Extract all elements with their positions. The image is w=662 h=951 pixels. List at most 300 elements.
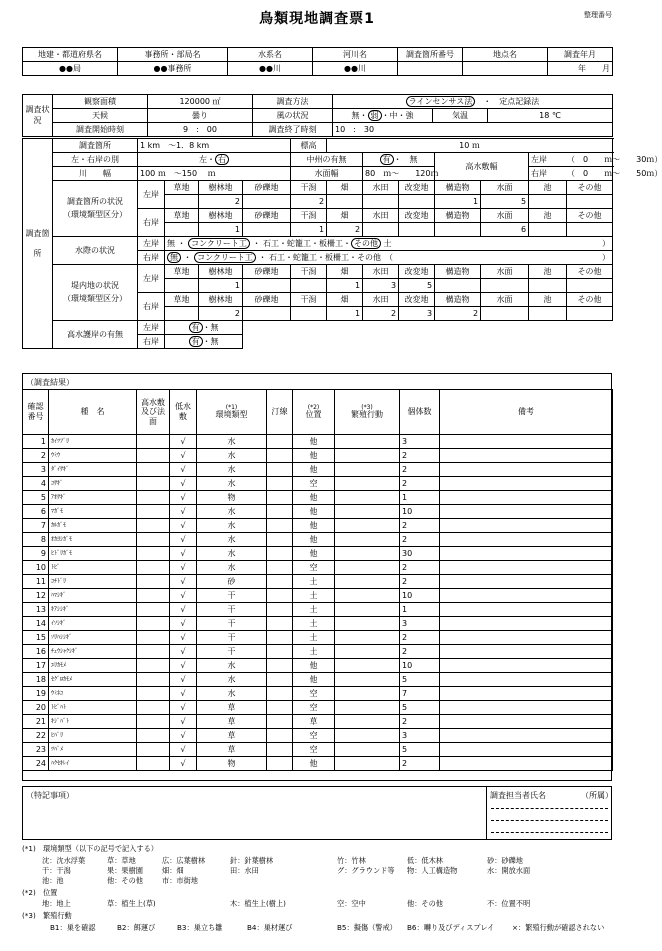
row-low-check[interactable]: √	[170, 463, 197, 477]
row-remarks[interactable]	[440, 603, 613, 617]
row-low-check[interactable]: √	[170, 631, 197, 645]
env-left-val-2[interactable]	[243, 195, 291, 209]
row-pos[interactable]: 土	[293, 589, 335, 603]
row-shore[interactable]	[267, 449, 293, 463]
row-remarks[interactable]	[440, 505, 613, 519]
row-remarks[interactable]	[440, 673, 613, 687]
env-left-val-10[interactable]	[567, 195, 613, 209]
inner-left-val-8[interactable]	[481, 279, 529, 293]
temp-value[interactable]: 18 ℃	[488, 109, 613, 123]
row-env[interactable]: 水	[197, 505, 267, 519]
row-low-check[interactable]: √	[170, 575, 197, 589]
inner-left-col-9: 池	[529, 265, 567, 279]
row-env[interactable]: 水	[197, 477, 267, 491]
row-high[interactable]	[137, 449, 170, 463]
levee-left-value[interactable]	[165, 321, 243, 335]
row-no: 9	[23, 547, 49, 561]
row-breed[interactable]	[335, 757, 400, 771]
water-width-value[interactable]: 80 ｍ～ 120ｍ	[363, 167, 435, 181]
row-breed[interactable]	[335, 519, 400, 533]
inner-right-val-0[interactable]	[165, 307, 199, 321]
col-shore: 汀線	[267, 390, 293, 435]
row-high[interactable]	[137, 505, 170, 519]
row-env[interactable]: 水	[197, 673, 267, 687]
row-env[interactable]: 砂	[197, 575, 267, 589]
env-right-val-6[interactable]	[399, 223, 435, 237]
env-right-col-5: 水田	[363, 209, 399, 223]
row-breed[interactable]	[335, 603, 400, 617]
row-env[interactable]: 干	[197, 617, 267, 631]
row-env[interactable]: 草	[197, 701, 267, 715]
header-value-site-number[interactable]	[398, 62, 463, 76]
start-time-value[interactable]: 9 : 00	[148, 123, 253, 137]
row-shore[interactable]	[267, 547, 293, 561]
row-remarks[interactable]	[440, 477, 613, 491]
row-breed[interactable]	[335, 673, 400, 687]
row-species-name[interactable]: ｱｵｻｷﾞ	[49, 491, 137, 505]
row-env[interactable]: 水	[197, 561, 267, 575]
row-low-check[interactable]: √	[170, 715, 197, 729]
row-count[interactable]: 7	[400, 687, 440, 701]
inner-left-val-0[interactable]	[165, 279, 199, 293]
row-remarks[interactable]	[440, 617, 613, 631]
row-high[interactable]	[137, 477, 170, 491]
row-low-check[interactable]: √	[170, 673, 197, 687]
row-breed[interactable]	[335, 435, 400, 449]
row-remarks[interactable]	[440, 463, 613, 477]
row-high[interactable]	[137, 617, 170, 631]
row-low-check[interactable]: √	[170, 659, 197, 673]
row-shore[interactable]	[267, 729, 293, 743]
row-species-name[interactable]: ｶﾙｶﾞﾓ	[49, 519, 137, 533]
row-shore[interactable]	[267, 631, 293, 645]
row-env[interactable]: 水	[197, 547, 267, 561]
row-high[interactable]	[137, 463, 170, 477]
row-breed[interactable]	[335, 631, 400, 645]
row-shore[interactable]	[267, 743, 293, 757]
header-value-office[interactable]: ●●事務所	[118, 62, 228, 76]
row-high[interactable]	[137, 673, 170, 687]
row-species-name[interactable]: ﾄﾋﾞ	[49, 561, 137, 575]
inner-right-val-2[interactable]	[243, 307, 291, 321]
row-pos[interactable]: 土	[293, 575, 335, 589]
env-right-val-8[interactable]: 6	[481, 223, 529, 237]
row-count[interactable]: 5	[400, 673, 440, 687]
env-right-val-3[interactable]: 1	[291, 223, 327, 237]
header-value-prefecture[interactable]: ●●局	[23, 62, 118, 76]
elevation-value[interactable]: 10 ｍ	[327, 139, 613, 153]
row-count[interactable]: 2	[400, 463, 440, 477]
row-count[interactable]: 2	[400, 477, 440, 491]
inner-right-val-10[interactable]	[567, 307, 613, 321]
row-high[interactable]	[137, 659, 170, 673]
row-species-name[interactable]: ﾏｶﾞﾓ	[49, 505, 137, 519]
col-name: 種 名	[49, 390, 137, 435]
header-labels-row	[23, 48, 613, 62]
row-species-name[interactable]: ｳﾐｳ	[49, 449, 137, 463]
row-env[interactable]: 干	[197, 645, 267, 659]
env-left-val-0[interactable]	[165, 195, 199, 209]
row-count[interactable]: 2	[400, 715, 440, 729]
inner-left-val-7[interactable]	[435, 279, 481, 293]
row-species-name[interactable]: ﾋﾄﾞﾘｶﾞﾓ	[49, 547, 137, 561]
row-env[interactable]: 干	[197, 603, 267, 617]
row-shore[interactable]	[267, 575, 293, 589]
env-right-val-10[interactable]	[567, 223, 613, 237]
row-env[interactable]: 物	[197, 757, 267, 771]
high-water-right[interactable]: 右岸 （ 0 ｍ～ 50ｍ）	[529, 167, 613, 181]
row-shore[interactable]	[267, 519, 293, 533]
row-pos[interactable]: 他	[293, 491, 335, 505]
row-species-name[interactable]: ｺﾁﾄﾞﾘ	[49, 575, 137, 589]
row-low-check[interactable]: √	[170, 743, 197, 757]
row-env[interactable]: 水	[197, 659, 267, 673]
inner-left-val-5[interactable]: 3	[363, 279, 399, 293]
levee-right-value[interactable]	[165, 335, 243, 349]
row-pos[interactable]: 他	[293, 435, 335, 449]
row-shore[interactable]	[267, 659, 293, 673]
row-low-check[interactable]: √	[170, 729, 197, 743]
env-left-val-7[interactable]: 1	[435, 195, 481, 209]
row-high[interactable]	[137, 757, 170, 771]
row-pos[interactable]: 他	[293, 547, 335, 561]
row-pos[interactable]: 他	[293, 673, 335, 687]
row-shore[interactable]	[267, 715, 293, 729]
row-species-name[interactable]: ｷｼﾞﾊﾞﾄ	[49, 715, 137, 729]
row-remarks[interactable]	[440, 645, 613, 659]
shore-right-value-cell[interactable]	[165, 251, 613, 265]
location-value[interactable]: 1 km ～1．8 km	[138, 139, 291, 153]
row-shore[interactable]	[267, 617, 293, 631]
row-count[interactable]: 1	[400, 491, 440, 505]
col-breed-note: (*3)	[361, 404, 373, 411]
env-left-val-6[interactable]	[399, 195, 435, 209]
person-box[interactable]	[486, 786, 612, 840]
inner-right-val-3[interactable]	[291, 307, 327, 321]
inner-right-val-4[interactable]: 1	[327, 307, 363, 321]
row-count[interactable]: 2	[400, 449, 440, 463]
row-pos[interactable]: 他	[293, 757, 335, 771]
row-count[interactable]: 5	[400, 743, 440, 757]
levee-left-label: 左岸	[138, 321, 165, 335]
row-count[interactable]: 5	[400, 701, 440, 715]
row-remarks[interactable]	[440, 729, 613, 743]
high-water-left[interactable]: 左岸 （ 0 ｍ～ 30ｍ）	[529, 153, 613, 167]
shore-left-value-cell[interactable]	[165, 237, 613, 251]
row-shore[interactable]	[267, 701, 293, 715]
row-high[interactable]	[137, 519, 170, 533]
row-env[interactable]: 干	[197, 631, 267, 645]
row-count[interactable]: 2	[400, 757, 440, 771]
env-right-val-2[interactable]	[243, 223, 291, 237]
row-count[interactable]: 2	[400, 645, 440, 659]
row-shore[interactable]	[267, 561, 293, 575]
row-species-name[interactable]: ｷｱｼｼｷﾞ	[49, 603, 137, 617]
header-values-row	[23, 62, 613, 76]
inner-left-val-6[interactable]: 5	[399, 279, 435, 293]
row-high[interactable]	[137, 589, 170, 603]
row-breed[interactable]	[335, 505, 400, 519]
row-high[interactable]	[137, 435, 170, 449]
row-remarks[interactable]	[440, 533, 613, 547]
row-breed[interactable]	[335, 589, 400, 603]
row-species-name[interactable]: ﾂﾊﾞﾒ	[49, 743, 137, 757]
row-count[interactable]: 2	[400, 519, 440, 533]
inner-right-val-1[interactable]: 2	[199, 307, 243, 321]
env-left-val-4[interactable]	[327, 195, 363, 209]
row-remarks[interactable]	[440, 561, 613, 575]
row-count[interactable]: 2	[400, 533, 440, 547]
bank-value-cell[interactable]: 左・ 右	[138, 153, 291, 167]
row-species-name[interactable]: ﾕﾘｶﾓﾒ	[49, 659, 137, 673]
row-high[interactable]	[137, 575, 170, 589]
row-pos[interactable]: 草	[293, 715, 335, 729]
site-side-label: 調査箇所	[23, 139, 53, 349]
row-low-check[interactable]: √	[170, 561, 197, 575]
row-species-name[interactable]: ﾊﾏｼｷﾞ	[49, 589, 137, 603]
env-right-val-0[interactable]	[165, 223, 199, 237]
row-count[interactable]: 10	[400, 505, 440, 519]
row-remarks[interactable]	[440, 701, 613, 715]
row-low-check[interactable]: √	[170, 617, 197, 631]
row-high[interactable]	[137, 729, 170, 743]
row-species-name[interactable]: ﾀﾞｲｻｷﾞ	[49, 463, 137, 477]
row-breed[interactable]	[335, 659, 400, 673]
row-pos[interactable]: 土	[293, 617, 335, 631]
row-count[interactable]: 3	[400, 435, 440, 449]
inner-left-val-4[interactable]: 1	[327, 279, 363, 293]
row-shore[interactable]	[267, 673, 293, 687]
row-high[interactable]	[137, 547, 170, 561]
env-left-val-9[interactable]	[529, 195, 567, 209]
row-species-name[interactable]: ﾊｸｾｷﾚｲ	[49, 757, 137, 771]
row-breed[interactable]	[335, 561, 400, 575]
row-high[interactable]	[137, 701, 170, 715]
env-left-val-8[interactable]: 5	[481, 195, 529, 209]
row-env[interactable]: 水	[197, 533, 267, 547]
end-time-value[interactable]: 10 : 30	[333, 123, 613, 137]
row-remarks[interactable]	[440, 449, 613, 463]
row-low-check[interactable]: √	[170, 491, 197, 505]
row-high[interactable]	[137, 603, 170, 617]
row-low-check[interactable]: √	[170, 533, 197, 547]
row-high[interactable]	[137, 687, 170, 701]
row-species-name[interactable]: ﾄﾋﾞﾊﾄ	[49, 701, 137, 715]
row-species-name[interactable]: ｿﾘﾊｼｼｷﾞ	[49, 631, 137, 645]
inner-right-val-9[interactable]	[529, 307, 567, 321]
row-count[interactable]: 1	[400, 603, 440, 617]
row-pos[interactable]: 他	[293, 659, 335, 673]
inner-right-val-6[interactable]: 3	[399, 307, 435, 321]
sandbar-value-cell[interactable]	[363, 153, 435, 167]
row-remarks[interactable]	[440, 631, 613, 645]
header-value-site-name[interactable]	[463, 62, 548, 76]
row-count[interactable]: 10	[400, 659, 440, 673]
row-count[interactable]: 2	[400, 631, 440, 645]
row-shore[interactable]	[267, 463, 293, 477]
row-remarks[interactable]	[440, 435, 613, 449]
row-breed[interactable]	[335, 477, 400, 491]
row-count[interactable]: 30	[400, 547, 440, 561]
row-count[interactable]: 3	[400, 729, 440, 743]
row-pos[interactable]: 空	[293, 561, 335, 575]
row-remarks[interactable]	[440, 743, 613, 757]
env-title: 調査箇所の状況	[67, 196, 123, 206]
row-breed[interactable]	[335, 729, 400, 743]
row-breed[interactable]	[335, 491, 400, 505]
env-right-val-5[interactable]	[363, 223, 399, 237]
row-high[interactable]	[137, 645, 170, 659]
row-env[interactable]: 水	[197, 463, 267, 477]
row-shore[interactable]	[267, 533, 293, 547]
row-shore[interactable]	[267, 477, 293, 491]
row-low-check[interactable]: √	[170, 505, 197, 519]
row-shore[interactable]	[267, 491, 293, 505]
row-count[interactable]: 3	[400, 617, 440, 631]
row-low-check[interactable]: √	[170, 449, 197, 463]
inner-left-val-2[interactable]	[243, 279, 291, 293]
row-species-name[interactable]: ｶｲﾂﾌﾞﾘ	[49, 435, 137, 449]
row-env[interactable]: 水	[197, 435, 267, 449]
row-breed[interactable]	[335, 449, 400, 463]
row-pos[interactable]: 他	[293, 519, 335, 533]
row-count[interactable]: 2	[400, 561, 440, 575]
method-value-cell[interactable]	[333, 95, 613, 109]
row-pos[interactable]: 空	[293, 701, 335, 715]
river-width-value[interactable]: 100 ｍ ～150 ｍ	[138, 167, 291, 181]
row-shore[interactable]	[267, 687, 293, 701]
row-low-check[interactable]: √	[170, 435, 197, 449]
row-low-check[interactable]: √	[170, 757, 197, 771]
env-right-val-4[interactable]: 2	[327, 223, 363, 237]
row-env[interactable]: 水	[197, 449, 267, 463]
row-pos[interactable]: 空	[293, 477, 335, 491]
row-high[interactable]	[137, 743, 170, 757]
header-value-survey-month[interactable]: 年 月	[548, 62, 613, 76]
row-low-check[interactable]: √	[170, 603, 197, 617]
row-species-name[interactable]: ﾋﾊﾞﾘ	[49, 729, 137, 743]
row-pos[interactable]: 空	[293, 743, 335, 757]
row-breed[interactable]	[335, 701, 400, 715]
row-env[interactable]: 草	[197, 729, 267, 743]
area-value-cell[interactable]	[148, 95, 253, 109]
row-env[interactable]: 干	[197, 589, 267, 603]
row-shore[interactable]	[267, 589, 293, 603]
row-remarks[interactable]	[440, 491, 613, 505]
row-high[interactable]	[137, 533, 170, 547]
row-species-name[interactable]: ｺｻｷﾞ	[49, 477, 137, 491]
inner-left-val-1[interactable]: 1	[199, 279, 243, 293]
row-pos[interactable]: 空	[293, 729, 335, 743]
row-low-check[interactable]: √	[170, 701, 197, 715]
inner-left-val-10[interactable]	[567, 279, 613, 293]
row-breed[interactable]	[335, 533, 400, 547]
inner-right-val-8[interactable]	[481, 307, 529, 321]
row-remarks[interactable]	[440, 687, 613, 701]
row-low-check[interactable]: √	[170, 477, 197, 491]
row-shore[interactable]	[267, 645, 293, 659]
row-species-name[interactable]: ﾁｭｳｼｬｸｼｷﾞ	[49, 645, 137, 659]
row-shore[interactable]	[267, 435, 293, 449]
inner-left-val-9[interactable]	[529, 279, 567, 293]
env-right-val-7[interactable]	[435, 223, 481, 237]
env-right-val-9[interactable]	[529, 223, 567, 237]
row-env[interactable]: 物	[197, 491, 267, 505]
row-pos[interactable]: 他	[293, 505, 335, 519]
row-pos[interactable]: 土	[293, 645, 335, 659]
row-breed[interactable]	[335, 617, 400, 631]
row-pos[interactable]: 他	[293, 449, 335, 463]
row-breed[interactable]	[335, 687, 400, 701]
row-high[interactable]	[137, 715, 170, 729]
row-count[interactable]: 2	[400, 575, 440, 589]
row-breed[interactable]	[335, 463, 400, 477]
row-remarks[interactable]	[440, 575, 613, 589]
row-high[interactable]	[137, 491, 170, 505]
row-env[interactable]: 水	[197, 687, 267, 701]
row-low-check[interactable]: √	[170, 547, 197, 561]
row-env[interactable]: 草	[197, 715, 267, 729]
weather-value[interactable]: 曇り	[148, 109, 253, 123]
header-value-river[interactable]: ●●川	[313, 62, 398, 76]
row-remarks[interactable]	[440, 659, 613, 673]
inner-right-val-7[interactable]: 2	[435, 307, 481, 321]
row-remarks[interactable]	[440, 519, 613, 533]
row-remarks[interactable]	[440, 589, 613, 603]
row-low-check[interactable]: √	[170, 645, 197, 659]
row-shore[interactable]	[267, 505, 293, 519]
row-high[interactable]	[137, 561, 170, 575]
row-pos[interactable]: 土	[293, 631, 335, 645]
header-value-water-system[interactable]: ●●川	[228, 62, 313, 76]
row-breed[interactable]	[335, 743, 400, 757]
row-count[interactable]: 10	[400, 589, 440, 603]
row-env[interactable]: 水	[197, 519, 267, 533]
row-pos[interactable]: 空	[293, 687, 335, 701]
env-left-val-1[interactable]: 2	[199, 195, 243, 209]
row-shore[interactable]	[267, 757, 293, 771]
row-breed[interactable]	[335, 575, 400, 589]
row-high[interactable]	[137, 631, 170, 645]
row-species-name[interactable]: ｳﾐﾈｺ	[49, 687, 137, 701]
row-species-name[interactable]: ｲｿｼｷﾞ	[49, 617, 137, 631]
inner-left-val-3[interactable]	[291, 279, 327, 293]
row-low-check[interactable]: √	[170, 519, 197, 533]
inner-right-val-5[interactable]: 2	[363, 307, 399, 321]
legend-item: 地：地上	[42, 899, 71, 908]
row-remarks[interactable]	[440, 757, 613, 771]
row-pos[interactable]: 土	[293, 603, 335, 617]
row-env[interactable]: 草	[197, 743, 267, 757]
row-pos[interactable]: 他	[293, 533, 335, 547]
row-breed[interactable]	[335, 645, 400, 659]
row-breed[interactable]	[335, 715, 400, 729]
row-species-name[interactable]: ｾｸﾞﾛｶﾓﾒ	[49, 673, 137, 687]
env-left-val-3[interactable]: 2	[291, 195, 327, 209]
row-shore[interactable]	[267, 603, 293, 617]
row-breed[interactable]	[335, 547, 400, 561]
env-left-val-5[interactable]	[363, 195, 399, 209]
row-pos[interactable]: 他	[293, 463, 335, 477]
wind-value-cell[interactable]: 無・ 弱 ・中・強	[333, 109, 433, 123]
start-time-label: 調査開始時刻	[53, 123, 148, 137]
row-low-check[interactable]: √	[170, 687, 197, 701]
row-low-check[interactable]: √	[170, 589, 197, 603]
env-right-val-1[interactable]: 1	[199, 223, 243, 237]
row-species-name[interactable]: ｵｶﾖｼｶﾞﾓ	[49, 533, 137, 547]
row-remarks[interactable]	[440, 715, 613, 729]
row-remarks[interactable]	[440, 547, 613, 561]
